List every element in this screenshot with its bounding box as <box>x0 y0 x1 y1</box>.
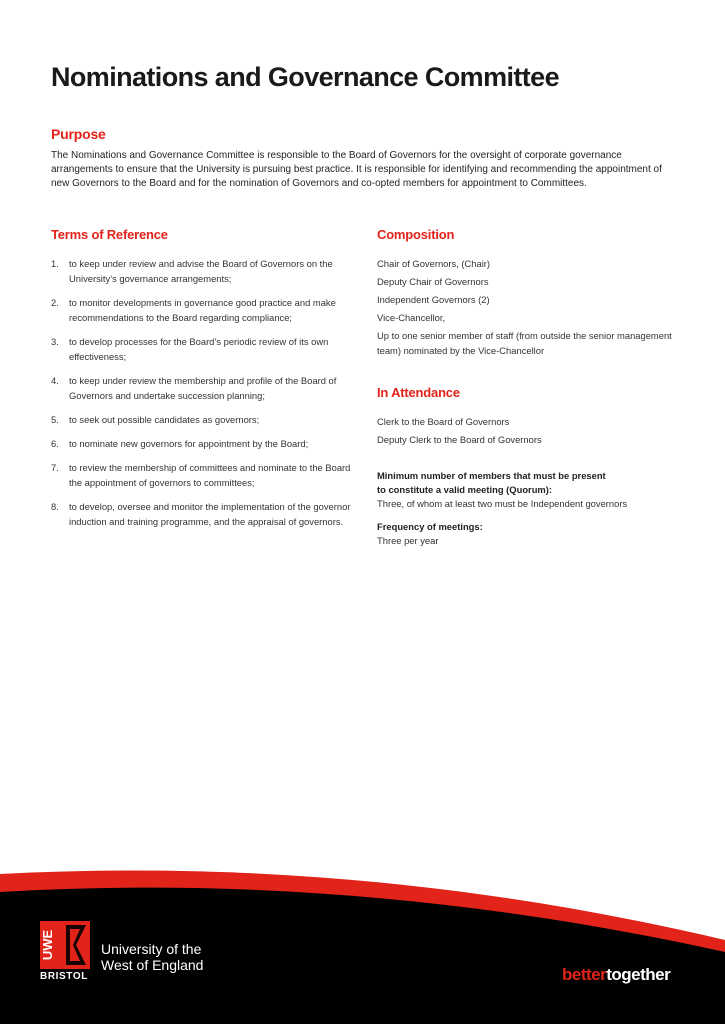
quorum-block <box>377 469 677 511</box>
list-item-text: to keep under review and advise the Board of Governors on the University’s governance arrangements; <box>69 258 333 284</box>
list-item: Deputy Chair of Governors <box>377 276 489 287</box>
list-item <box>51 373 351 403</box>
list-item-text: to seek out possible candidates as governors; <box>69 414 260 425</box>
logo-letters: UWE <box>40 929 55 961</box>
tagline <box>562 965 670 985</box>
list-item: Chair of Governors, (Chair) <box>377 258 491 269</box>
list-item <box>51 256 351 286</box>
list-item <box>51 412 351 427</box>
uwe-logo-mark <box>40 921 90 969</box>
list-item <box>51 295 351 325</box>
quorum-value: Three, of whom at least two must be Independent governors <box>377 498 628 509</box>
uwe-logo <box>40 921 90 969</box>
page-title: Nominations and Governance Committee <box>51 62 559 92</box>
frequency-value: Three per year <box>377 535 439 546</box>
list-item-number: 4. <box>51 375 59 386</box>
quorum-label-continued: to constitute a valid meeting (Quorum): <box>377 484 553 495</box>
frequency-block <box>377 520 677 548</box>
list-item-text: to review the membership of committees and nominate to the Board the appointment of governors to committees; <box>69 462 351 488</box>
tagline-together: together <box>606 965 671 984</box>
list-item-number: 5. <box>51 414 59 425</box>
quorum-label: Minimum number of members that must be present <box>377 470 606 481</box>
list-item: Up to one senior member of staff (from outside the senior management team) nominated by the Vice-Chancellor <box>377 330 672 356</box>
composition-heading: Composition <box>377 227 455 242</box>
list-item-number: 3. <box>51 336 59 347</box>
list-item: Vice-Chancellor, <box>377 312 446 323</box>
list-item-text: to develop, oversee and monitor the implementation of the governor induction and training programme, and the appraisal of governors. <box>69 501 351 527</box>
list-item <box>51 499 351 529</box>
list-item <box>51 436 351 451</box>
list-item <box>51 334 351 364</box>
list-item-number: 7. <box>51 462 59 473</box>
tagline-better: better <box>562 965 607 984</box>
list-item-text: to monitor developments in governance good practice and make recommendations to the Board regarding compliance; <box>69 297 336 323</box>
frequency-label: Frequency of meetings: <box>377 521 483 532</box>
terms-of-reference-heading: Terms of Reference <box>51 227 168 242</box>
list-item: Independent Governors (2) <box>377 294 490 305</box>
list-item-text: to develop processes for the Board’s periodic review of its own effectiveness; <box>69 336 329 362</box>
list-item-text: to nominate new governors for appointment by the Board; <box>69 438 309 449</box>
purpose-heading: Purpose <box>51 126 106 142</box>
composition-column <box>377 227 677 548</box>
attendance-heading: In Attendance <box>377 385 460 400</box>
university-name <box>101 941 203 973</box>
composition-list <box>377 256 677 358</box>
list-item-number: 2. <box>51 297 59 308</box>
attendance-list <box>377 414 677 447</box>
purpose-text: The Nominations and Governance Committee is responsible to the Board of Governors for the oversight of corporate governance arrangements to ensure that the University is pursuing best practice. It is responsible for identifying and recommending the appointment of new Governors to the Board and for the nomination of Governors and co-opted members for appointment to Committees. <box>51 150 662 189</box>
list-item-number: 1. <box>51 258 59 269</box>
list-item: Deputy Clerk to the Board of Governors <box>377 434 542 445</box>
terms-of-reference-list <box>51 256 351 529</box>
logo-city: BRISTOL <box>40 971 88 982</box>
list-item <box>51 460 351 490</box>
list-item-number: 6. <box>51 438 59 449</box>
list-item: Clerk to the Board of Governors <box>377 416 510 427</box>
list-item-number: 8. <box>51 501 59 512</box>
university-name-line1: University of the <box>101 941 202 957</box>
university-name-line2: West of England <box>101 957 204 973</box>
list-item-text: to keep under review the membership and profile of the Board of Governors and undertake succession planning; <box>69 375 337 401</box>
terms-of-reference-section <box>51 227 351 538</box>
